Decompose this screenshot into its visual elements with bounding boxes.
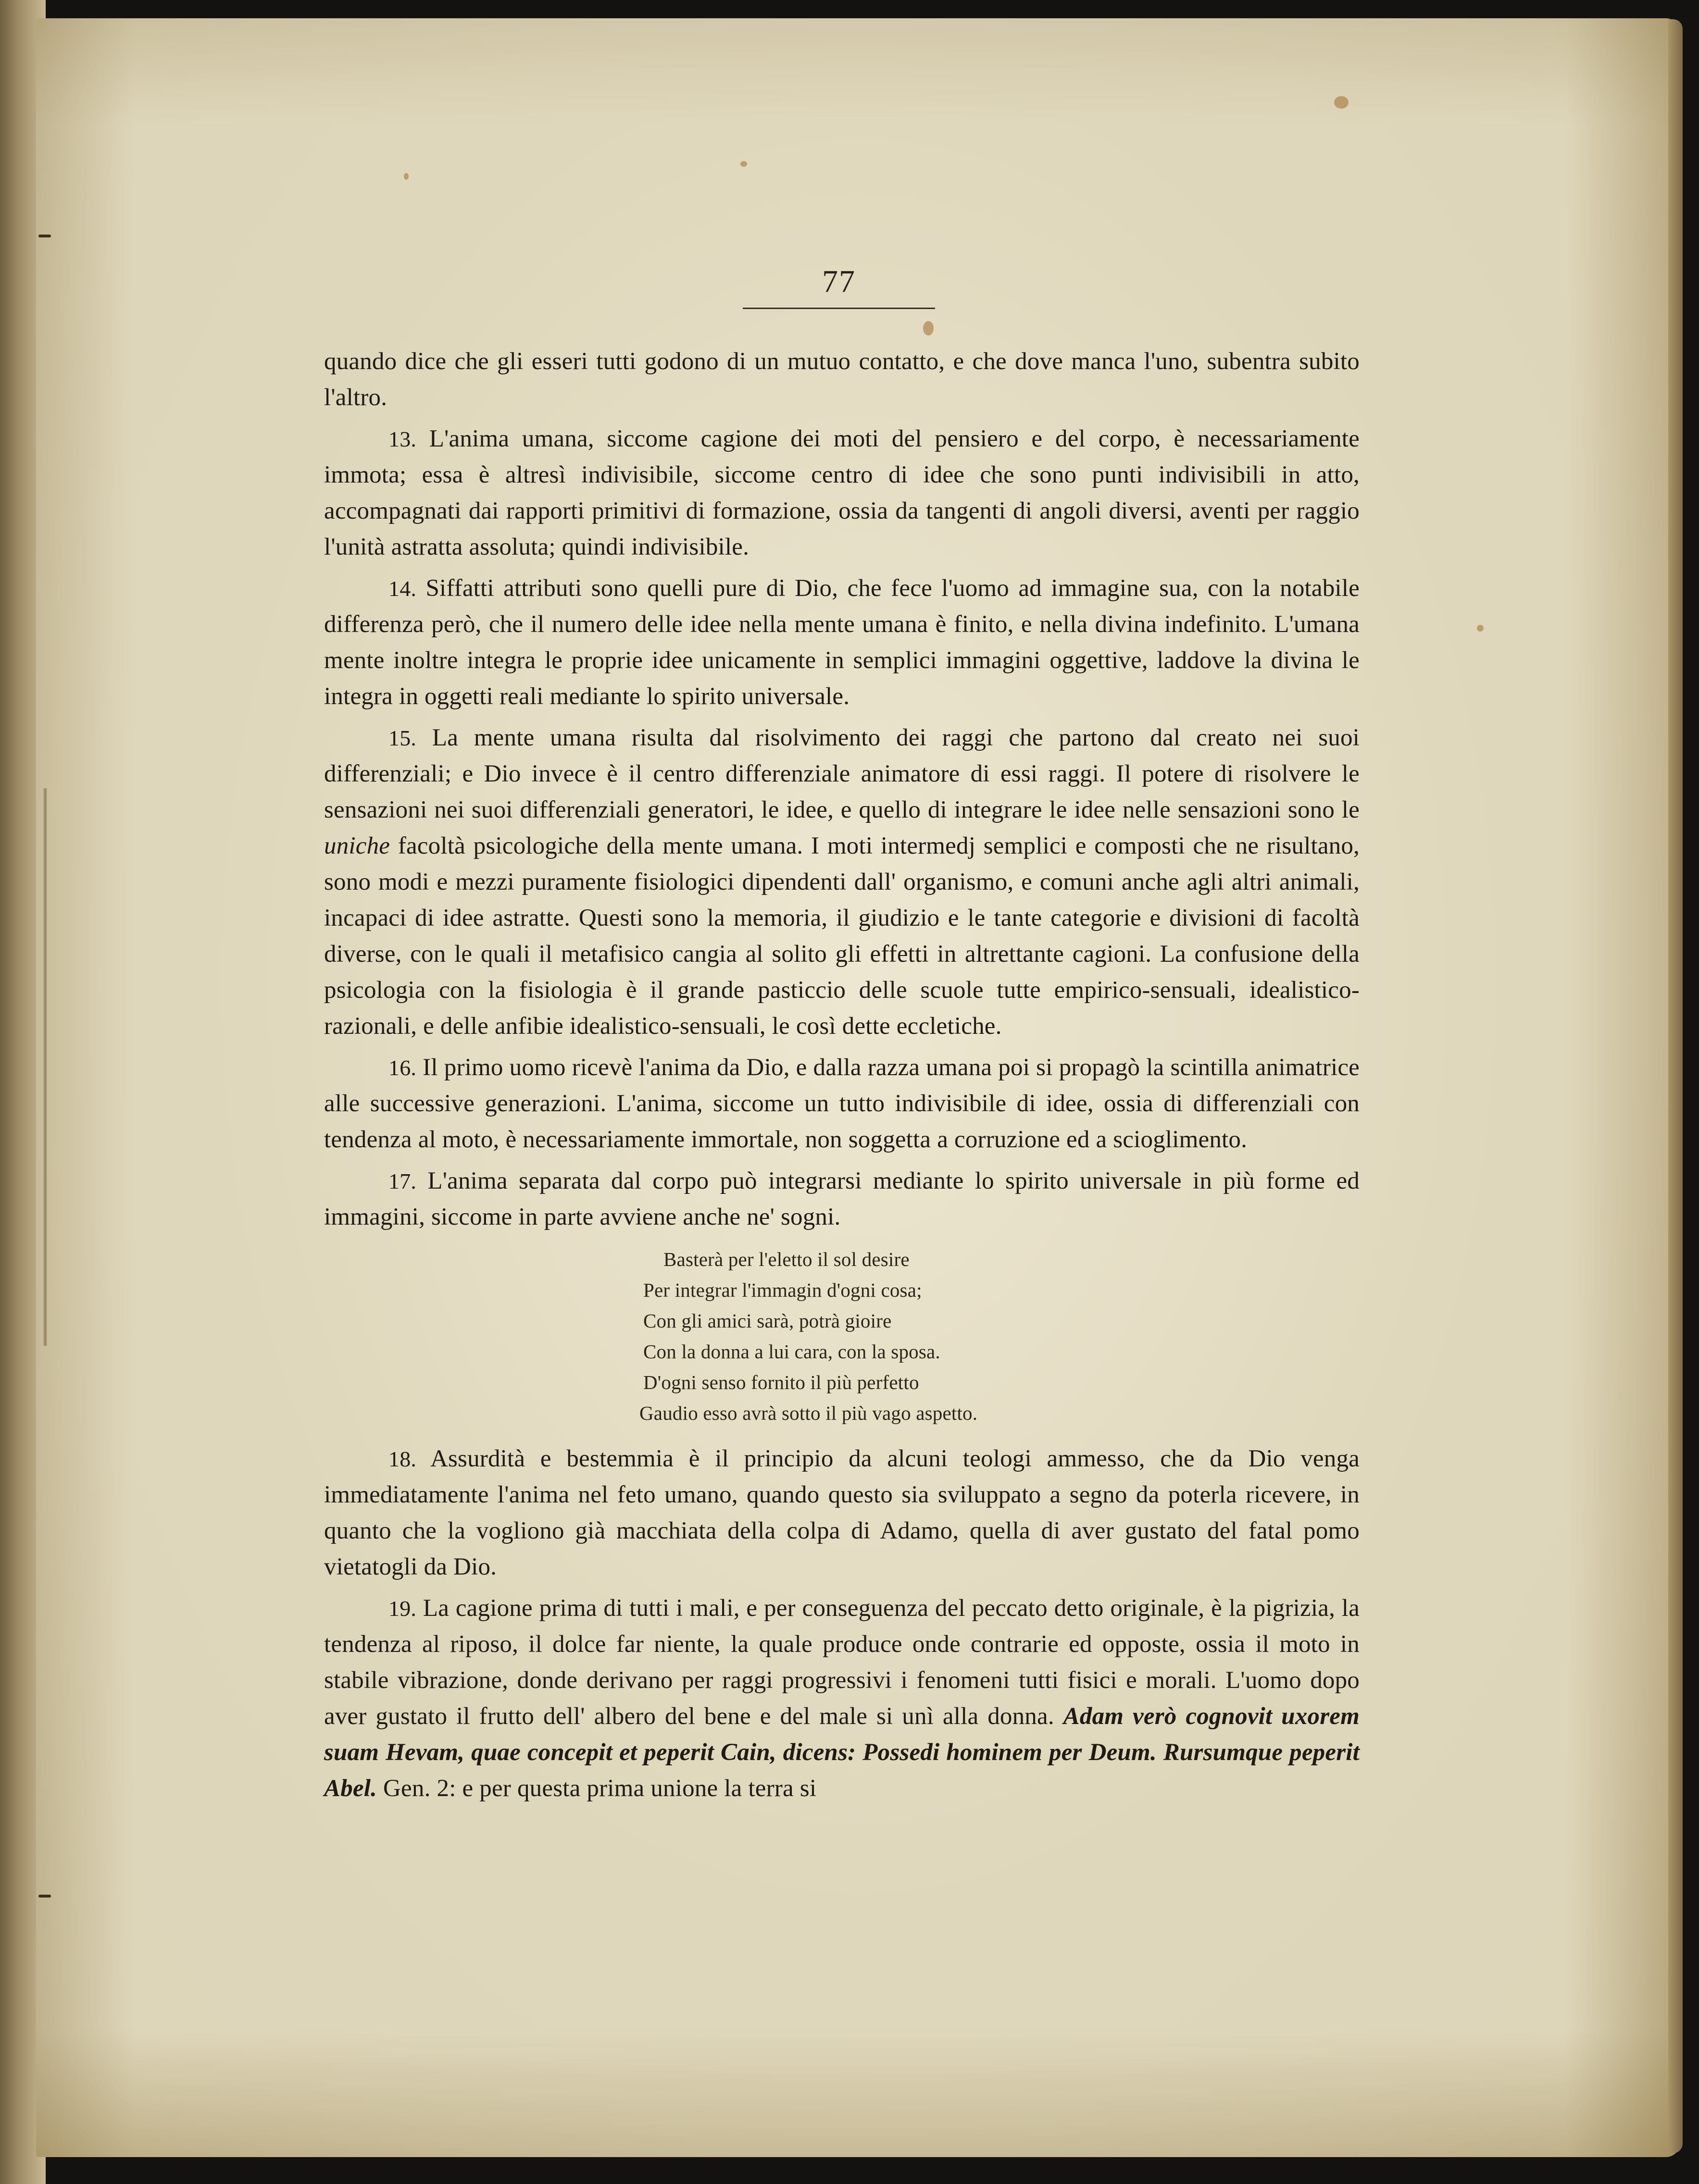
paragraph-14 [324, 571, 1360, 715]
verse-line: Basterà per l'eletto il sol desire [663, 1248, 910, 1270]
paragraph-text: L'anima umana, siccome cagione dei moti del pensiero e del corpo, è necessariamente immota; essa è altresì indivisibile, siccome centro di idee che sono punti indivisibili in atto, accompagnati dai rapporti primitivi di formazione, ossia da tangenti di angoli diversi, aventi per raggio l'unità astratta assoluta; quindi indivisibile. [324, 425, 1360, 560]
paragraph-number: 19. [388, 1596, 417, 1621]
binding-thread [43, 788, 47, 1346]
paragraph-text: Siffatti attributi sono quelli pure di Dio, che fece l'uomo ad immagine sua, con la notabile differenza però, che il numero delle idee nella mente umana è finito, e nella divina indefinito. L'umana mente inoltre integra le proprie idee unicamente in semplici immagini oggettive, laddove la divina le integra in oggetti reali mediante lo spirito universale. [324, 575, 1360, 710]
paragraph-13 [324, 421, 1360, 565]
header-rule [743, 308, 935, 309]
paragraph-text: L'anima separata dal corpo può integrarsi mediante lo spirito universale in più forme ed immagini, siccome in parte avviene anche ne' sogni. [324, 1167, 1360, 1230]
page-number: 77 [822, 264, 856, 299]
verse-line: Gaudio esso avrà sotto il più vago aspetto. [639, 1402, 978, 1424]
foxing-spot [404, 173, 409, 180]
foxing-spot [1334, 96, 1349, 109]
paragraph-text: La mente umana risulta dal risolvimento dei raggi che partono dal creato nei suoi differenziali; e Dio invece è il centro differenziale animatore di essi raggi. Il potere di risolvere le sensazioni nei suoi differenziali generatori, le idee, e quello di integrare le idee nelle sensazioni sono le [324, 724, 1360, 823]
binding-stitch-top [38, 235, 51, 237]
paragraph-16 [324, 1050, 1360, 1158]
foxing-spot [1477, 625, 1484, 632]
latin-quotation: Adam verò cognovit uxorem suam Hevam, quae concepit et peperit Cain, dicens: Possedi hominem per Deum. Rursumque peperit Abel. [324, 1703, 1360, 1802]
binding-stitch-bottom [38, 1895, 51, 1898]
paragraph-text: La cagione prima di tutti i mali, e per conseguenza del peccato detto originale, è la pigrizia, la tendenza al riposo, il dolce far niente, la quale produce onde contrarie ed opposte, ossia il moto in stabile vibrazione, donde derivano per raggi progressivi i fenomeni tutti fisici e morali. L'uomo dopo aver gustato il frutto dell' albero del bene e del male si unì alla donna. [324, 1595, 1360, 1730]
verse-line: Con gli amici sarà, potrà gioire [643, 1310, 892, 1332]
paragraph-text: Assurdità e bestemmia è il principio da alcuni teologi ammesso, che da Dio venga immediatamente l'anima nel feto umano, quando questo sia sviluppato a segno da poterla ricevere, in quanto che la vogliono già macchiata della colpa di Adamo, quella di aver gustato del fatal pomo vietatogli da Dio. [324, 1445, 1360, 1580]
paragraph-text: facoltà psicologiche della mente umana. I moti intermedj semplici e composti che ne risultano, sono modi e mezzi puramente fisiologici dipendenti dall' organismo, e comuni anche agli altri animali, incapaci di idee astratte. Questi sono la memoria, il giudizio e le tante categorie e divisioni di facoltà diverse, con le quali il metafisico cangia al solito gli effetti in altrettante cagioni. La confusione della psicologia con la fisiologia è il grande pasticcio delle scuole tutte empirico-sensuali, idealistico-razionali, e delle anfibie idealistico-sensuali, le così dette eccletiche. [324, 832, 1360, 1040]
foxing-spot [923, 321, 934, 335]
page-header [743, 263, 935, 316]
page-edge [1668, 19, 1683, 2153]
paragraph-19 [324, 1590, 1360, 1807]
paragraph-17 [324, 1163, 1360, 1235]
verse-line: Per integrar l'immagin d'ogni cosa; [643, 1279, 922, 1301]
verse-line: Con la donna a lui cara, con la sposa. [643, 1340, 940, 1363]
body-text [324, 344, 1360, 1812]
paragraph-15 [324, 720, 1360, 1044]
verse-line: D'ogni senso fornito il più perfetto [643, 1371, 919, 1393]
paragraph-number: 16. [388, 1055, 417, 1080]
paragraph-number: 17. [388, 1169, 417, 1193]
paragraph-18 [324, 1441, 1360, 1585]
verse-block [639, 1244, 1360, 1428]
emphasis-text: uniche [324, 832, 390, 859]
paragraph-continued: quando dice che gli esseri tutti godono di un mutuo contatto, e che dove manca l'uno, subentra subito l'altro. [324, 348, 1360, 411]
paragraph-number: 18. [388, 1447, 417, 1471]
foxing-spot [740, 161, 747, 167]
paragraph-text: Gen. 2: e per questa prima unione la terra si [383, 1775, 817, 1802]
paragraph-number: 13. [388, 427, 417, 451]
paragraph-text: Il primo uomo ricevè l'anima da Dio, e dalla razza umana poi si propagò la scintilla animatrice alle successive generazioni. L'anima, siccome un tutto indivisibile di idee, ossia di differenziali con tendenza al moto, è necessariamente immortale, non soggetta a corruzione ed a scioglimento. [324, 1054, 1360, 1153]
paragraph-number: 14. [388, 576, 417, 601]
paragraph-number: 15. [388, 726, 417, 750]
